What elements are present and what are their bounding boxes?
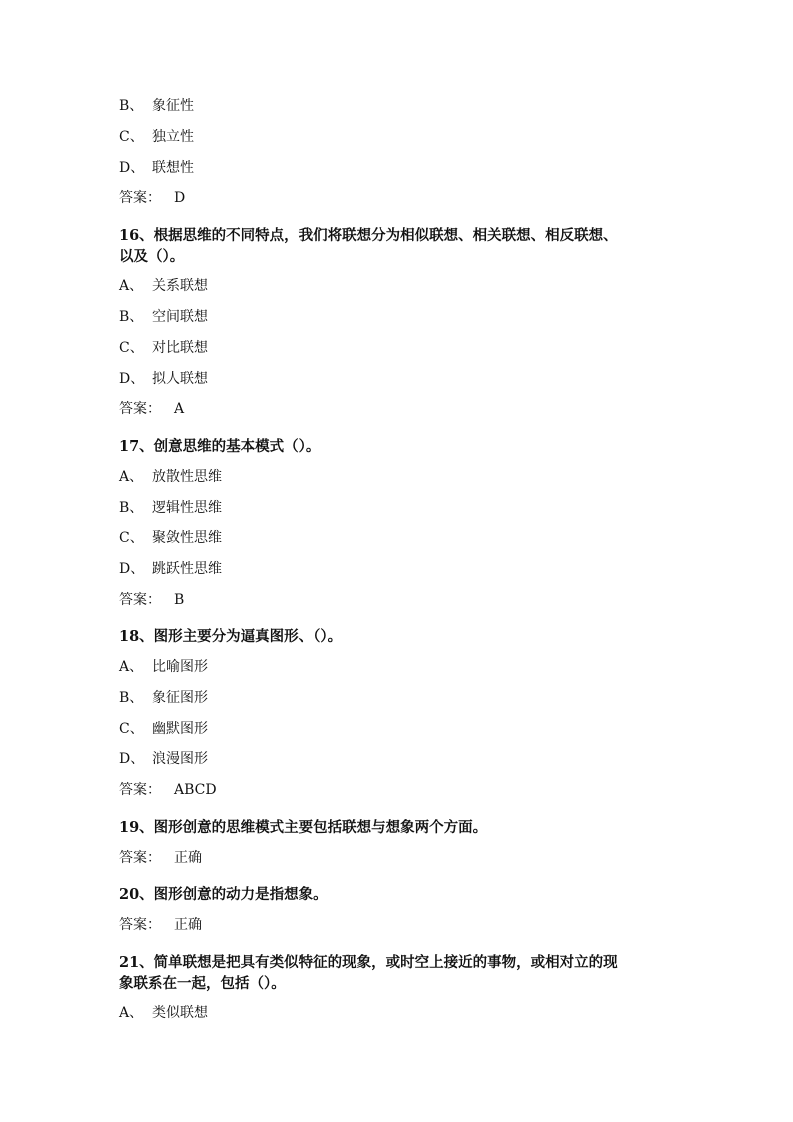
option-c: C、 幽默图形 bbox=[119, 721, 208, 737]
option-a: A、 类似联想 bbox=[119, 1005, 208, 1021]
question-18: 18、图形主要分为逼真图形、（）。 bbox=[119, 628, 343, 645]
question-17: 17、创意思维的基本模式（）。 bbox=[119, 438, 321, 455]
option-d: D、 浪漫图形 bbox=[119, 751, 208, 767]
option-a: A、 比喻图形 bbox=[119, 659, 208, 675]
answer-line: 答案： B bbox=[119, 592, 185, 608]
option-b: B、 象征性 bbox=[119, 98, 194, 114]
question-16-line-2: 以及（）。 bbox=[119, 248, 185, 265]
answer-line: 答案： 正确 bbox=[119, 917, 202, 933]
question-21-line-2: 象联系在一起，包括（）。 bbox=[119, 975, 286, 992]
question-21-line-1: 21、简单联想是把具有类似特征的现象，或时空上接近的事物，或相对立的现 bbox=[119, 954, 618, 971]
option-b: B、 逻辑性思维 bbox=[119, 500, 222, 516]
option-b: B、 象征图形 bbox=[119, 690, 208, 706]
option-d: D、 跳跃性思维 bbox=[119, 561, 222, 577]
option-c: C、 对比联想 bbox=[119, 340, 208, 356]
option-c: C、 独立性 bbox=[119, 129, 194, 145]
option-a: A、 放散性思维 bbox=[119, 469, 222, 485]
answer-line: 答案： A bbox=[119, 401, 185, 417]
option-d: D、 联想性 bbox=[119, 160, 194, 176]
question-19: 19、图形创意的思维模式主要包括联想与想象两个方面。 bbox=[119, 819, 488, 836]
answer-line: 答案： 正确 bbox=[119, 850, 202, 866]
option-b: B、 空间联想 bbox=[119, 309, 208, 325]
answer-line: 答案： D bbox=[119, 190, 186, 206]
option-d: D、 拟人联想 bbox=[119, 371, 208, 387]
option-c: C、 聚敛性思维 bbox=[119, 530, 222, 546]
question-16-line-1: 16、根据思维的不同特点，我们将联想分为相似联想、相关联想、相反联想、 bbox=[119, 227, 618, 244]
answer-line: 答案： ABCD bbox=[119, 782, 217, 798]
option-a: A、 关系联想 bbox=[119, 278, 208, 294]
question-20: 20、图形创意的动力是指想象。 bbox=[119, 886, 328, 903]
